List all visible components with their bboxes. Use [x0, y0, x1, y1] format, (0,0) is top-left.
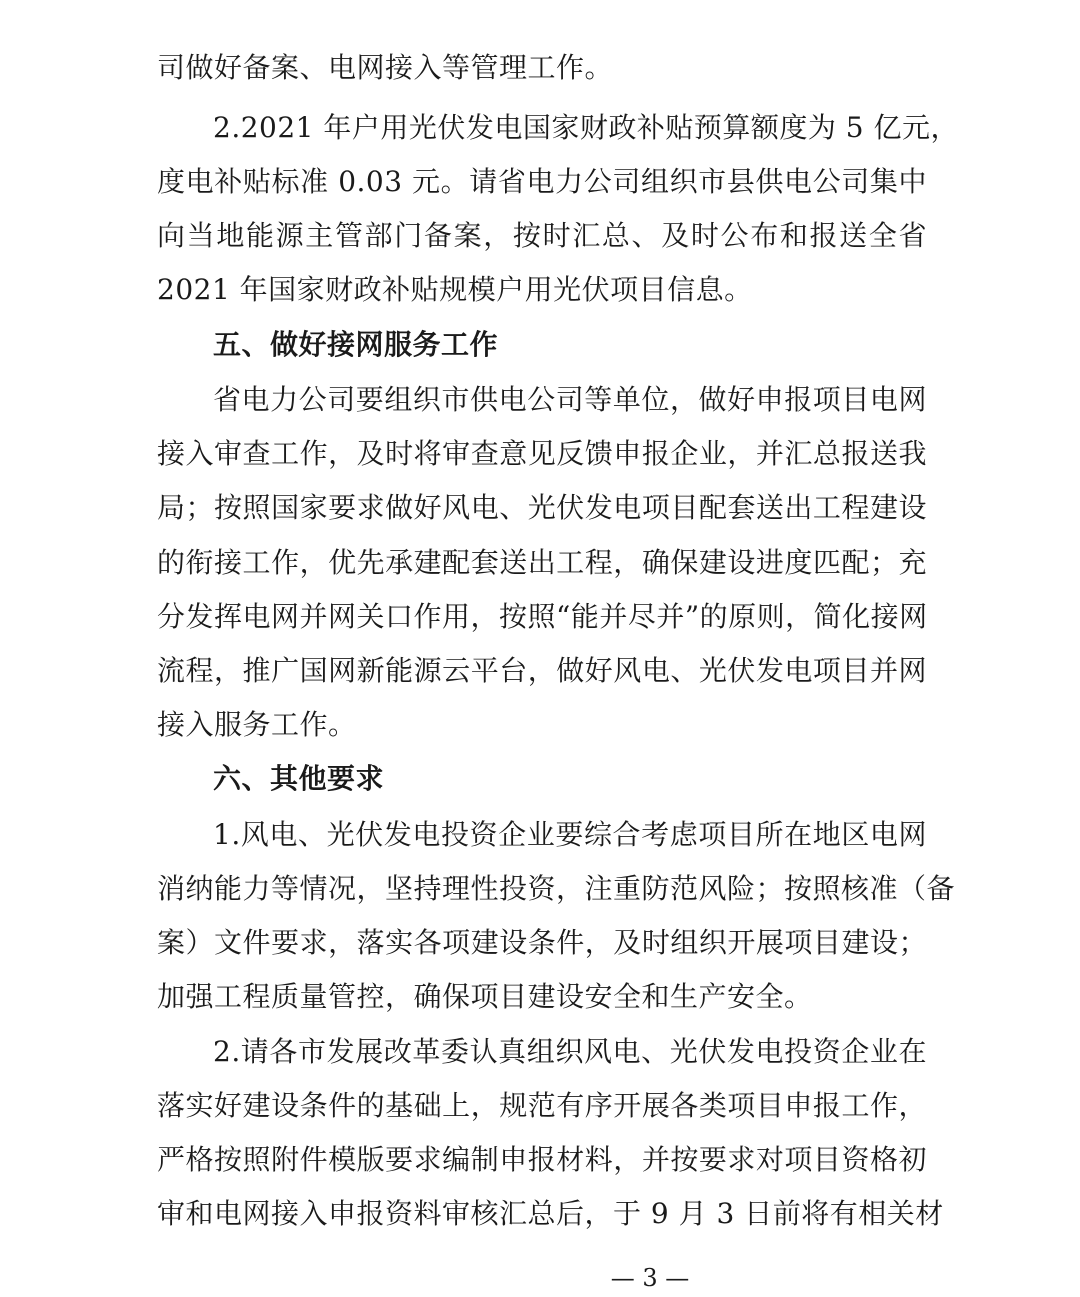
text-line: 审和电网接入申报资料审核汇总后，于 9 月 3 日前将有相关材	[157, 1197, 944, 1230]
text-line: 度电补贴标准 0.03 元。请省电力公司组织市县供电公司集中	[157, 165, 927, 198]
text-line: 消纳能力等情况，坚持理性投资，注重防范风险；按照核准（备	[157, 872, 956, 905]
text-line: 接入服务工作。	[157, 708, 357, 741]
text-line: 案）文件要求，落实各项建设条件，及时组织开展项目建设；	[157, 926, 927, 959]
text-line: 1.风电、光伏发电投资企业要综合考虑项目所在地区电网	[213, 818, 927, 851]
page-number: — 3 —	[610, 1264, 690, 1292]
text-line: 落实好建设条件的基础上，规范有序开展各类项目申报工作，	[157, 1089, 927, 1122]
text-line: 2.2021 年户用光伏发电国家财政补贴预算额度为 5 亿元，	[213, 111, 959, 144]
text-line: 2.请各市发展改革委认真组织风电、光伏发电投资企业在	[213, 1035, 927, 1068]
text-line: 的衔接工作，优先承建配套送出工程，确保建设进度匹配；充	[157, 546, 927, 579]
text-line: 向当地能源主管部门备案，按时汇总、及时公布和报送全省	[157, 219, 927, 252]
section-heading: 五、做好接网服务工作	[213, 328, 499, 361]
text-line: 流程，推广国网新能源云平台，做好风电、光伏发电项目并网	[157, 654, 927, 687]
text-line: 加强工程质量管控，确保项目建设安全和生产安全。	[157, 980, 813, 1013]
text-line: 分发挥电网并网关口作用，按照“能并尽并”的原则，简化接网	[157, 600, 928, 633]
text-line: 局；按照国家要求做好风电、光伏发电项目配套送出工程建设	[157, 491, 927, 524]
text-line: 接入审查工作，及时将审查意见反馈申报企业，并汇总报送我	[157, 437, 927, 470]
text-line: 省电力公司要组织市供电公司等单位，做好申报项目电网	[213, 383, 927, 416]
text-line: 严格按照附件模版要求编制申报材料，并按要求对项目资格初	[157, 1143, 927, 1176]
text-line: 2021 年国家财政补贴规模户用光伏项目信息。	[157, 273, 753, 306]
text-line: 司做好备案、电网接入等管理工作。	[157, 51, 614, 84]
section-heading: 六、其他要求	[213, 762, 385, 795]
